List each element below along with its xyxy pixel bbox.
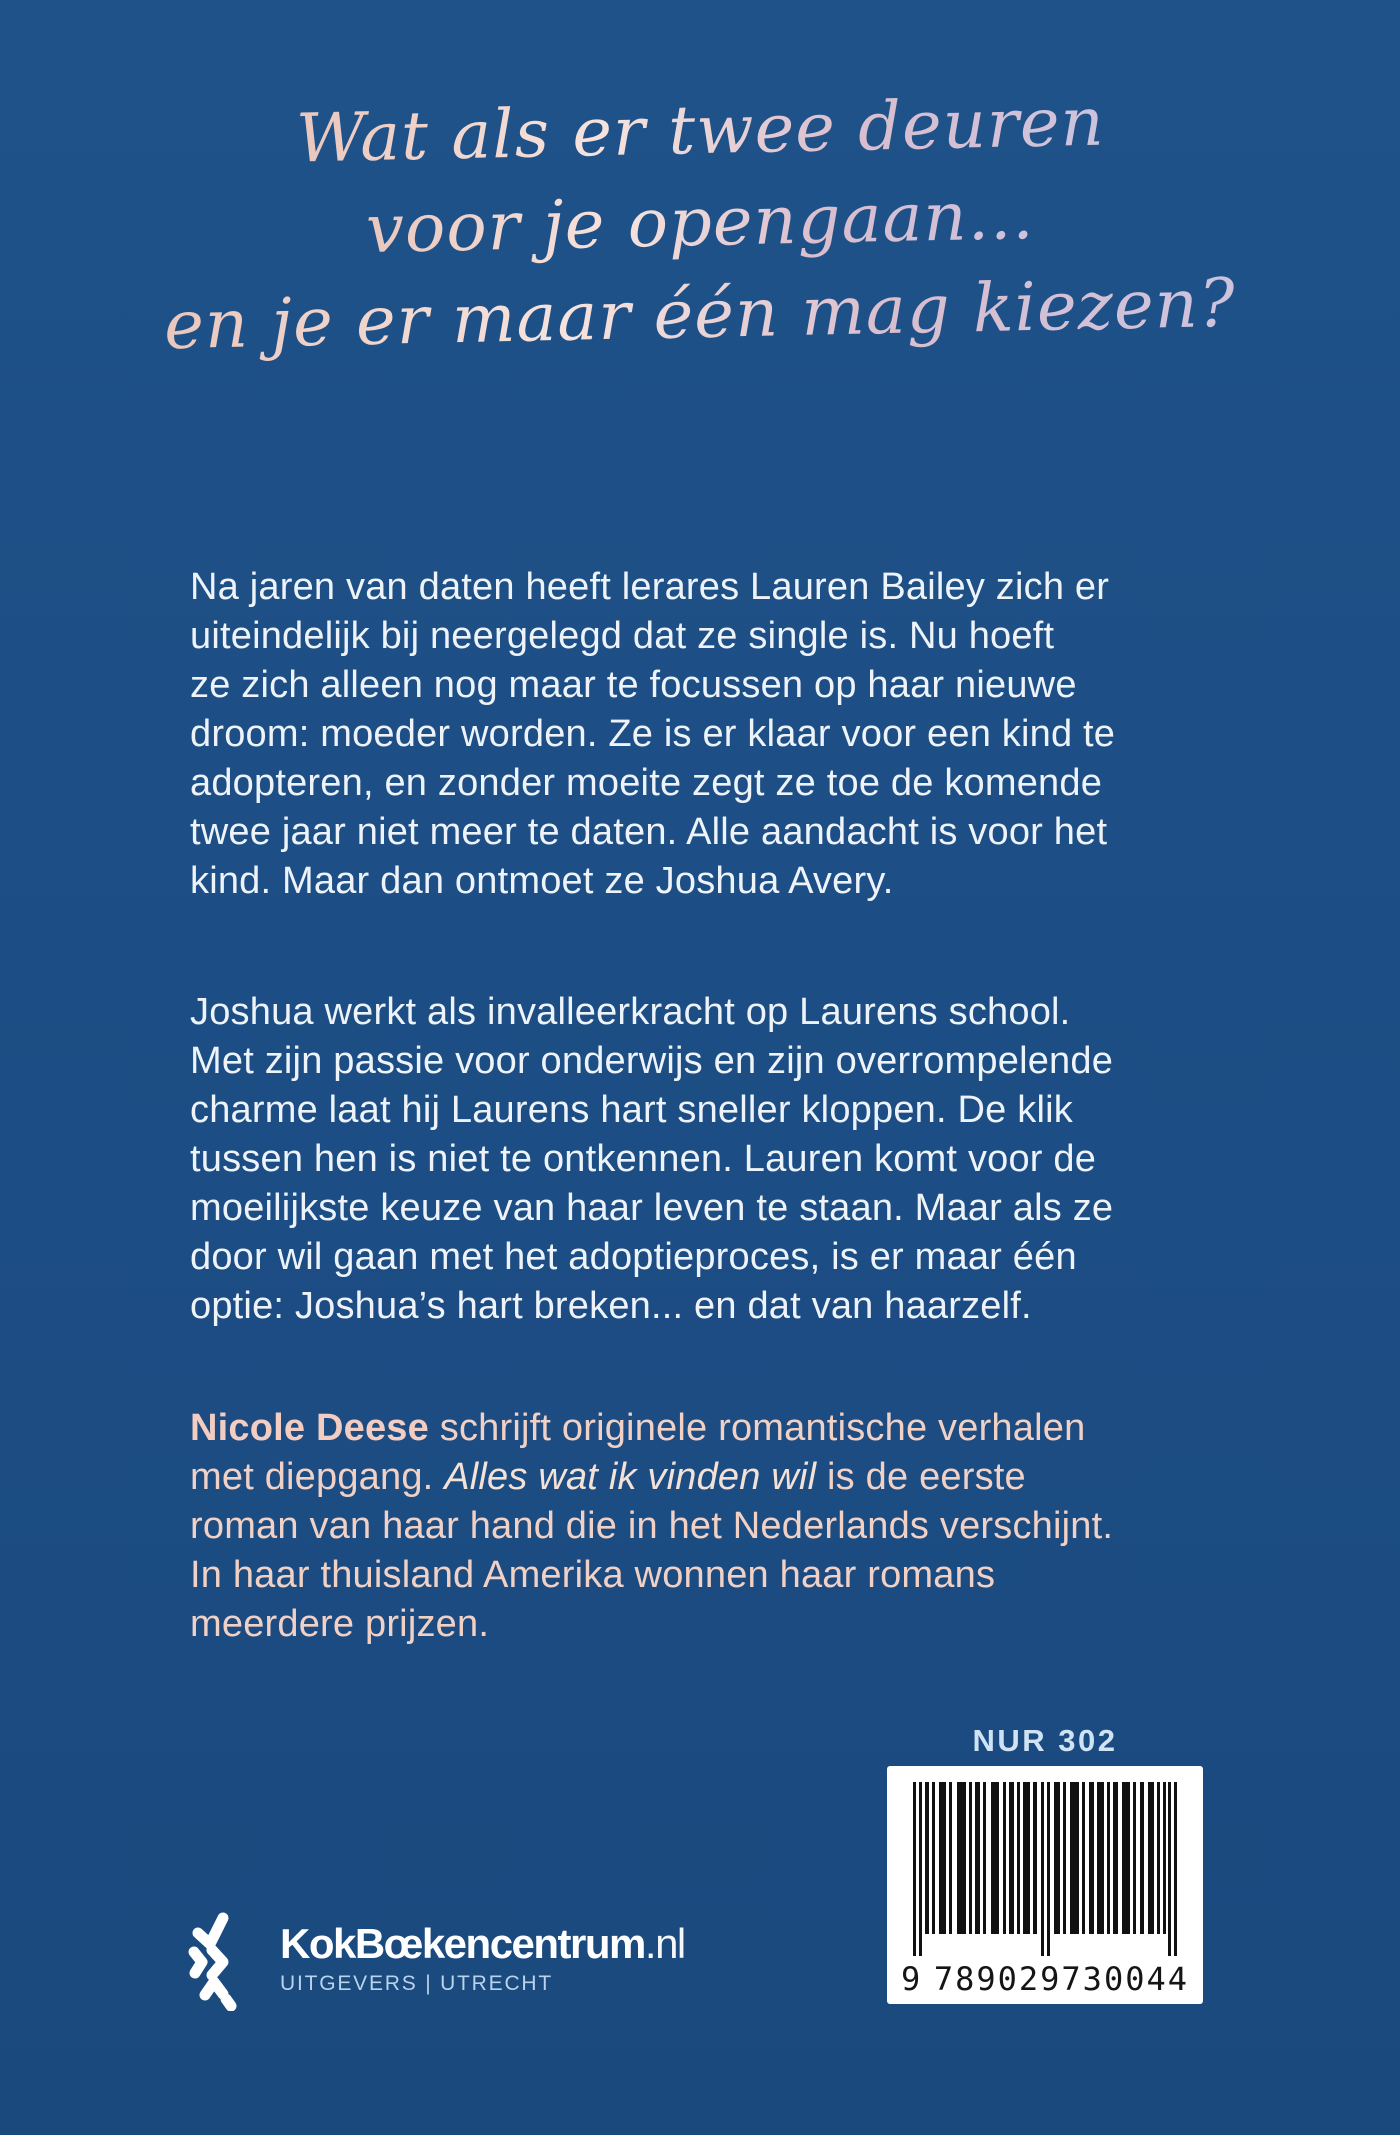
barcode-bars-icon [911,1782,1179,1960]
tagline-line-1: Wat als er twee deuren [295,76,1105,185]
tagline-line-2: voor je opengaan... [365,169,1035,275]
author-bio [190,1404,1260,1649]
tagline [0,82,1400,365]
publisher-brand [280,1920,685,1967]
barcode-digit-group-2: 730044 [1061,1960,1189,1998]
author-name: Nicole Deese [190,1407,429,1449]
barcode [887,1766,1203,2004]
barcode-digit-lead: 9 [901,1960,921,1998]
publisher-subline: UITGEVERS | UTRECHT [280,1972,554,1995]
barcode-digits [901,1960,1189,1998]
author-bio-text-2: is de eerste roman van haar hand die in het Nederlands verschijnt. In haar thuisland Amerika wonnen haar romans meerdere prijzen. [190,1456,1114,1645]
publisher-text [280,1905,685,1996]
publisher-brand-main: KokBœkencentrum [280,1920,645,1967]
publisher-logo [188,1905,685,2011]
book-title-italic: Alles wat ik vinden wil [444,1456,817,1498]
nur-code-label: NUR 302 [972,1723,1118,1758]
publisher-brand-suffix: .nl [644,1920,685,1967]
author-bio-text-1: schrijft originele romantische verhalen met diepgang. [190,1407,1086,1498]
synopsis-paragraph-2: Joshua werkt als invalleerkracht op Laurens school. Met zijn passie voor onderwijs en zijn overrompelende charme laat hij Laurens hart sneller kloppen. De klik tussen hen is niet te ontkennen. Lauren komt voor de moeilijkste keuze van haar leven te staan. Maar als ze door wil gaan met het adoptieproces, is er maar één optie: Joshua’s hart breken... en dat van haarzelf. [190,991,1114,1327]
barcode-digit-group-1: 789029 [933,1960,1062,1998]
tagline-line-3: en je er maar één mag kiezen? [163,257,1236,371]
publisher-chevron-asterisk-icon [188,1907,254,2011]
synopsis-paragraph-1: Na jaren van daten heeft lerares Lauren Bailey zich er uiteindelijk bij neergelegd dat ze single is. Nu hoeft ze zich alleen nog maar te focussen op haar nieuwe droom: moeder worden. Ze is er klaar voor een kind te adopteren, en zonder moeite zegt ze toe de komende twee jaar niet meer te daten. Alle aandacht is voor het kind. Maar dan ontmoet ze Joshua Avery. [190,566,1116,902]
